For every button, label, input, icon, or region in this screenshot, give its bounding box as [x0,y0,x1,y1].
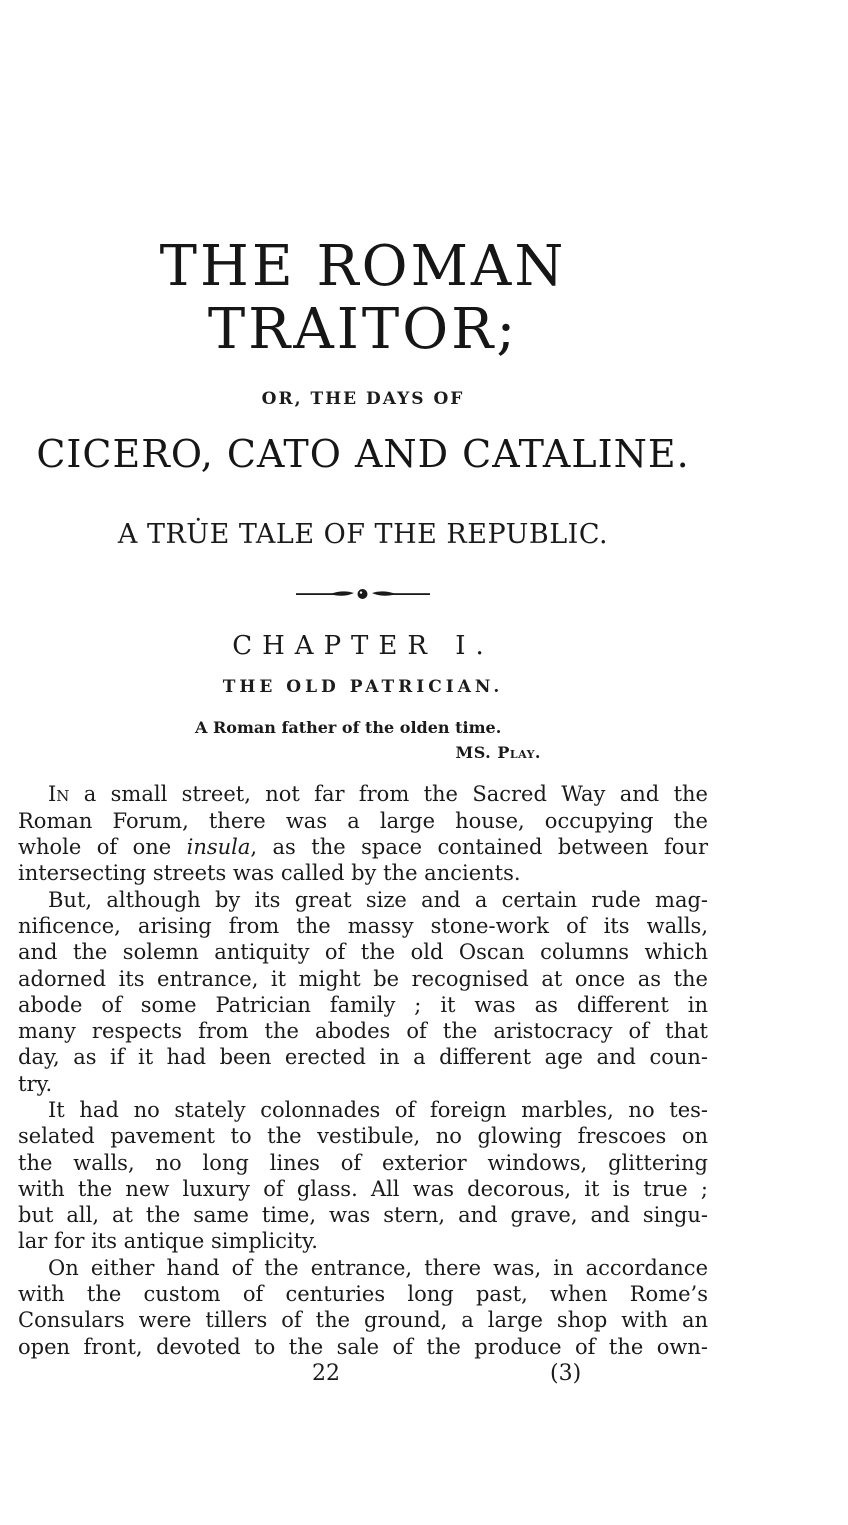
text-segment: nificence, arising from the massy stone-work of its walls, [18,913,708,938]
text-line [18,1255,708,1281]
text-segment: Consulars were tillers of the ground, a large shop with an [18,1308,708,1333]
text-segment: day, as if it had been erected in a different age and coun- [18,1045,708,1070]
text-line [18,1150,708,1176]
page-footer [18,1361,708,1391]
chapter-subtitle: THE OLD PATRICIAN. [222,677,504,698]
text-segment: and the solemn antiquity of the old Oscan columns which [18,940,708,965]
text-line [18,781,708,807]
text-segment: with the custom of centuries long past, when Rome’s [18,1282,708,1307]
text-segment: abode of some Patrician family ; it was as different in [18,992,708,1017]
text-line [18,1281,708,1307]
text-segment: the walls, no long lines of exterior windows, glittering [18,1150,708,1175]
text-segment: insula [186,835,251,860]
text-segment: , as the space contained between four [250,835,708,860]
text-line [18,966,708,992]
text-line [18,1097,708,1123]
text-segment: In [48,782,70,807]
text-line [18,992,708,1018]
title-kicker: OR, THE DAYS OF [261,389,465,410]
text-segment: a small street, not far from the Sacred Way and the [69,782,708,807]
text-segment: but all, at the same time, was stern, and grave, and singu- [18,1203,708,1228]
text-segment: selated pavement to the vestibule, no glowing frescoes on [18,1124,708,1149]
text-column [18,0,708,1391]
book-tagline: A TRU̇E TALE OF THE REPUBLIC. [117,519,609,551]
paragraph [18,887,708,1097]
text-segment: Roman Forum, there was a large house, occupying the [18,808,708,833]
text-line [18,834,708,860]
book-subtitle: CICERO, CATO AND CATALINE. [36,432,690,477]
text-segment: But, although by its great size and a certain rude mag- [48,887,708,912]
text-line [18,860,708,886]
text-segment: many respects from the abodes of the aristocracy of that [18,1019,708,1044]
text-line [18,913,708,939]
text-segment: try. [18,1071,53,1096]
text-line [18,1018,708,1044]
chapter-heading: CHAPTER I. [232,631,494,662]
epigraph-attribution: MS. Play. [455,743,541,763]
text-line [18,1334,708,1360]
body-text [18,781,708,1360]
epigraph [195,718,541,762]
text-segment: open front, devoted to the sale of the produce of the own- [18,1334,708,1359]
text-segment: lar for its antique simplicity. [18,1229,318,1254]
book-title: THE ROMAN TRAITOR; [159,234,567,362]
text-line [18,1044,708,1070]
text-segment: On either hand of the entrance, there was, in accordance [48,1255,708,1280]
text-segment: intersecting streets was called by the ancients. [18,861,521,886]
paragraph [18,781,708,886]
epigraph-quote: A Roman father of the olden time. [195,718,502,738]
text-line [18,808,708,834]
text-line [18,1307,708,1333]
text-line [18,1071,708,1097]
divider-row [18,583,708,602]
text-segment: with the new luxury of glass. All was decorous, it is true ; [18,1176,708,1201]
page-number: (3) [550,1360,582,1386]
signature-number: 22 [312,1360,340,1386]
paragraph [18,1097,708,1255]
text-segment: adorned its entrance, it might be recognised at once as the [18,966,708,991]
text-line [18,1123,708,1149]
text-line [18,1228,708,1254]
text-line [18,1176,708,1202]
text-line [18,887,708,913]
text-segment: It had no stately colonnades of foreign marbles, no tes- [48,1098,708,1122]
text-line [18,939,708,965]
text-line [18,1202,708,1228]
paragraph [18,1255,708,1360]
text-segment: whole of one [18,835,187,860]
spindle-rule-ornament-icon [296,586,430,602]
